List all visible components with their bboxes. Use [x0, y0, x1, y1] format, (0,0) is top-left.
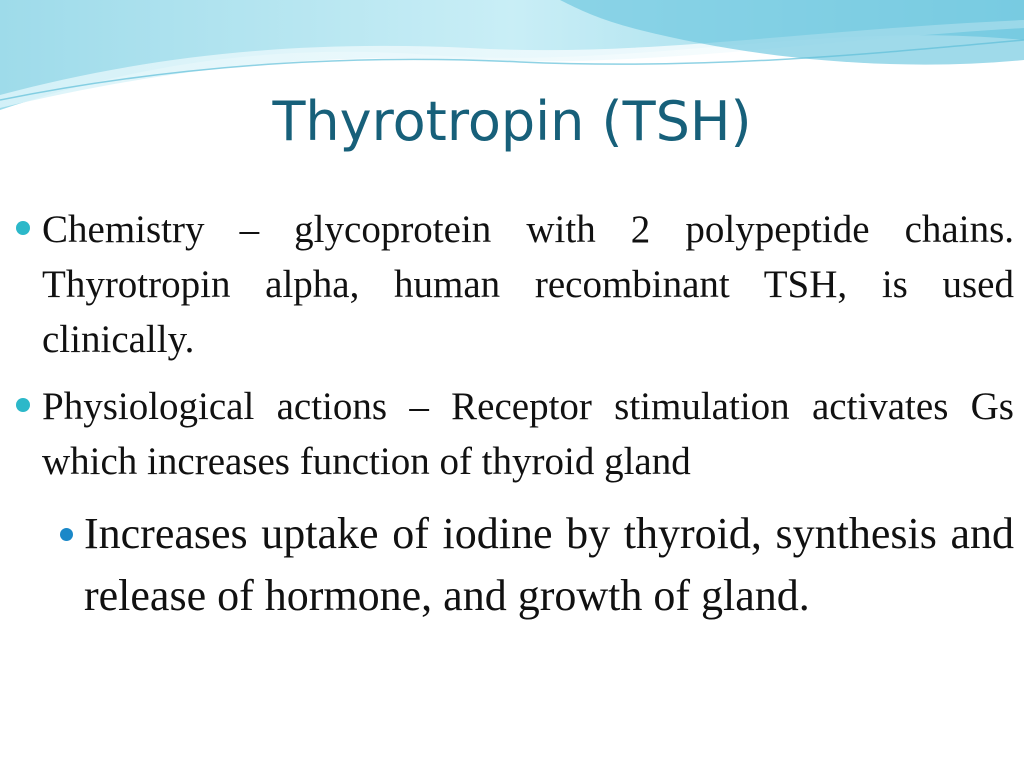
sub-bullet-dot-icon	[60, 528, 73, 541]
sub-bullet-item	[12, 503, 1014, 627]
bullet-item	[12, 379, 1014, 489]
sub-bullet-text: Increases uptake of iodine by thyroid, synthesis and release of hormone, and growth of gland.	[84, 509, 1014, 620]
bullet-text: Chemistry – glycoprotein with 2 polypeptide chains. Thyrotropin alpha, human recombinant TSH, is used clinically.	[42, 208, 1014, 361]
bullet-dot-icon	[16, 221, 30, 235]
slide-title: Thyrotropin (TSH)	[272, 90, 752, 153]
bullet-text: Physiological actions – Receptor stimulation activates Gs which increases function of thyroid gland	[42, 385, 1014, 483]
bullet-dot-icon	[16, 398, 30, 412]
slide-content	[12, 202, 1014, 627]
bullet-item	[12, 202, 1014, 367]
